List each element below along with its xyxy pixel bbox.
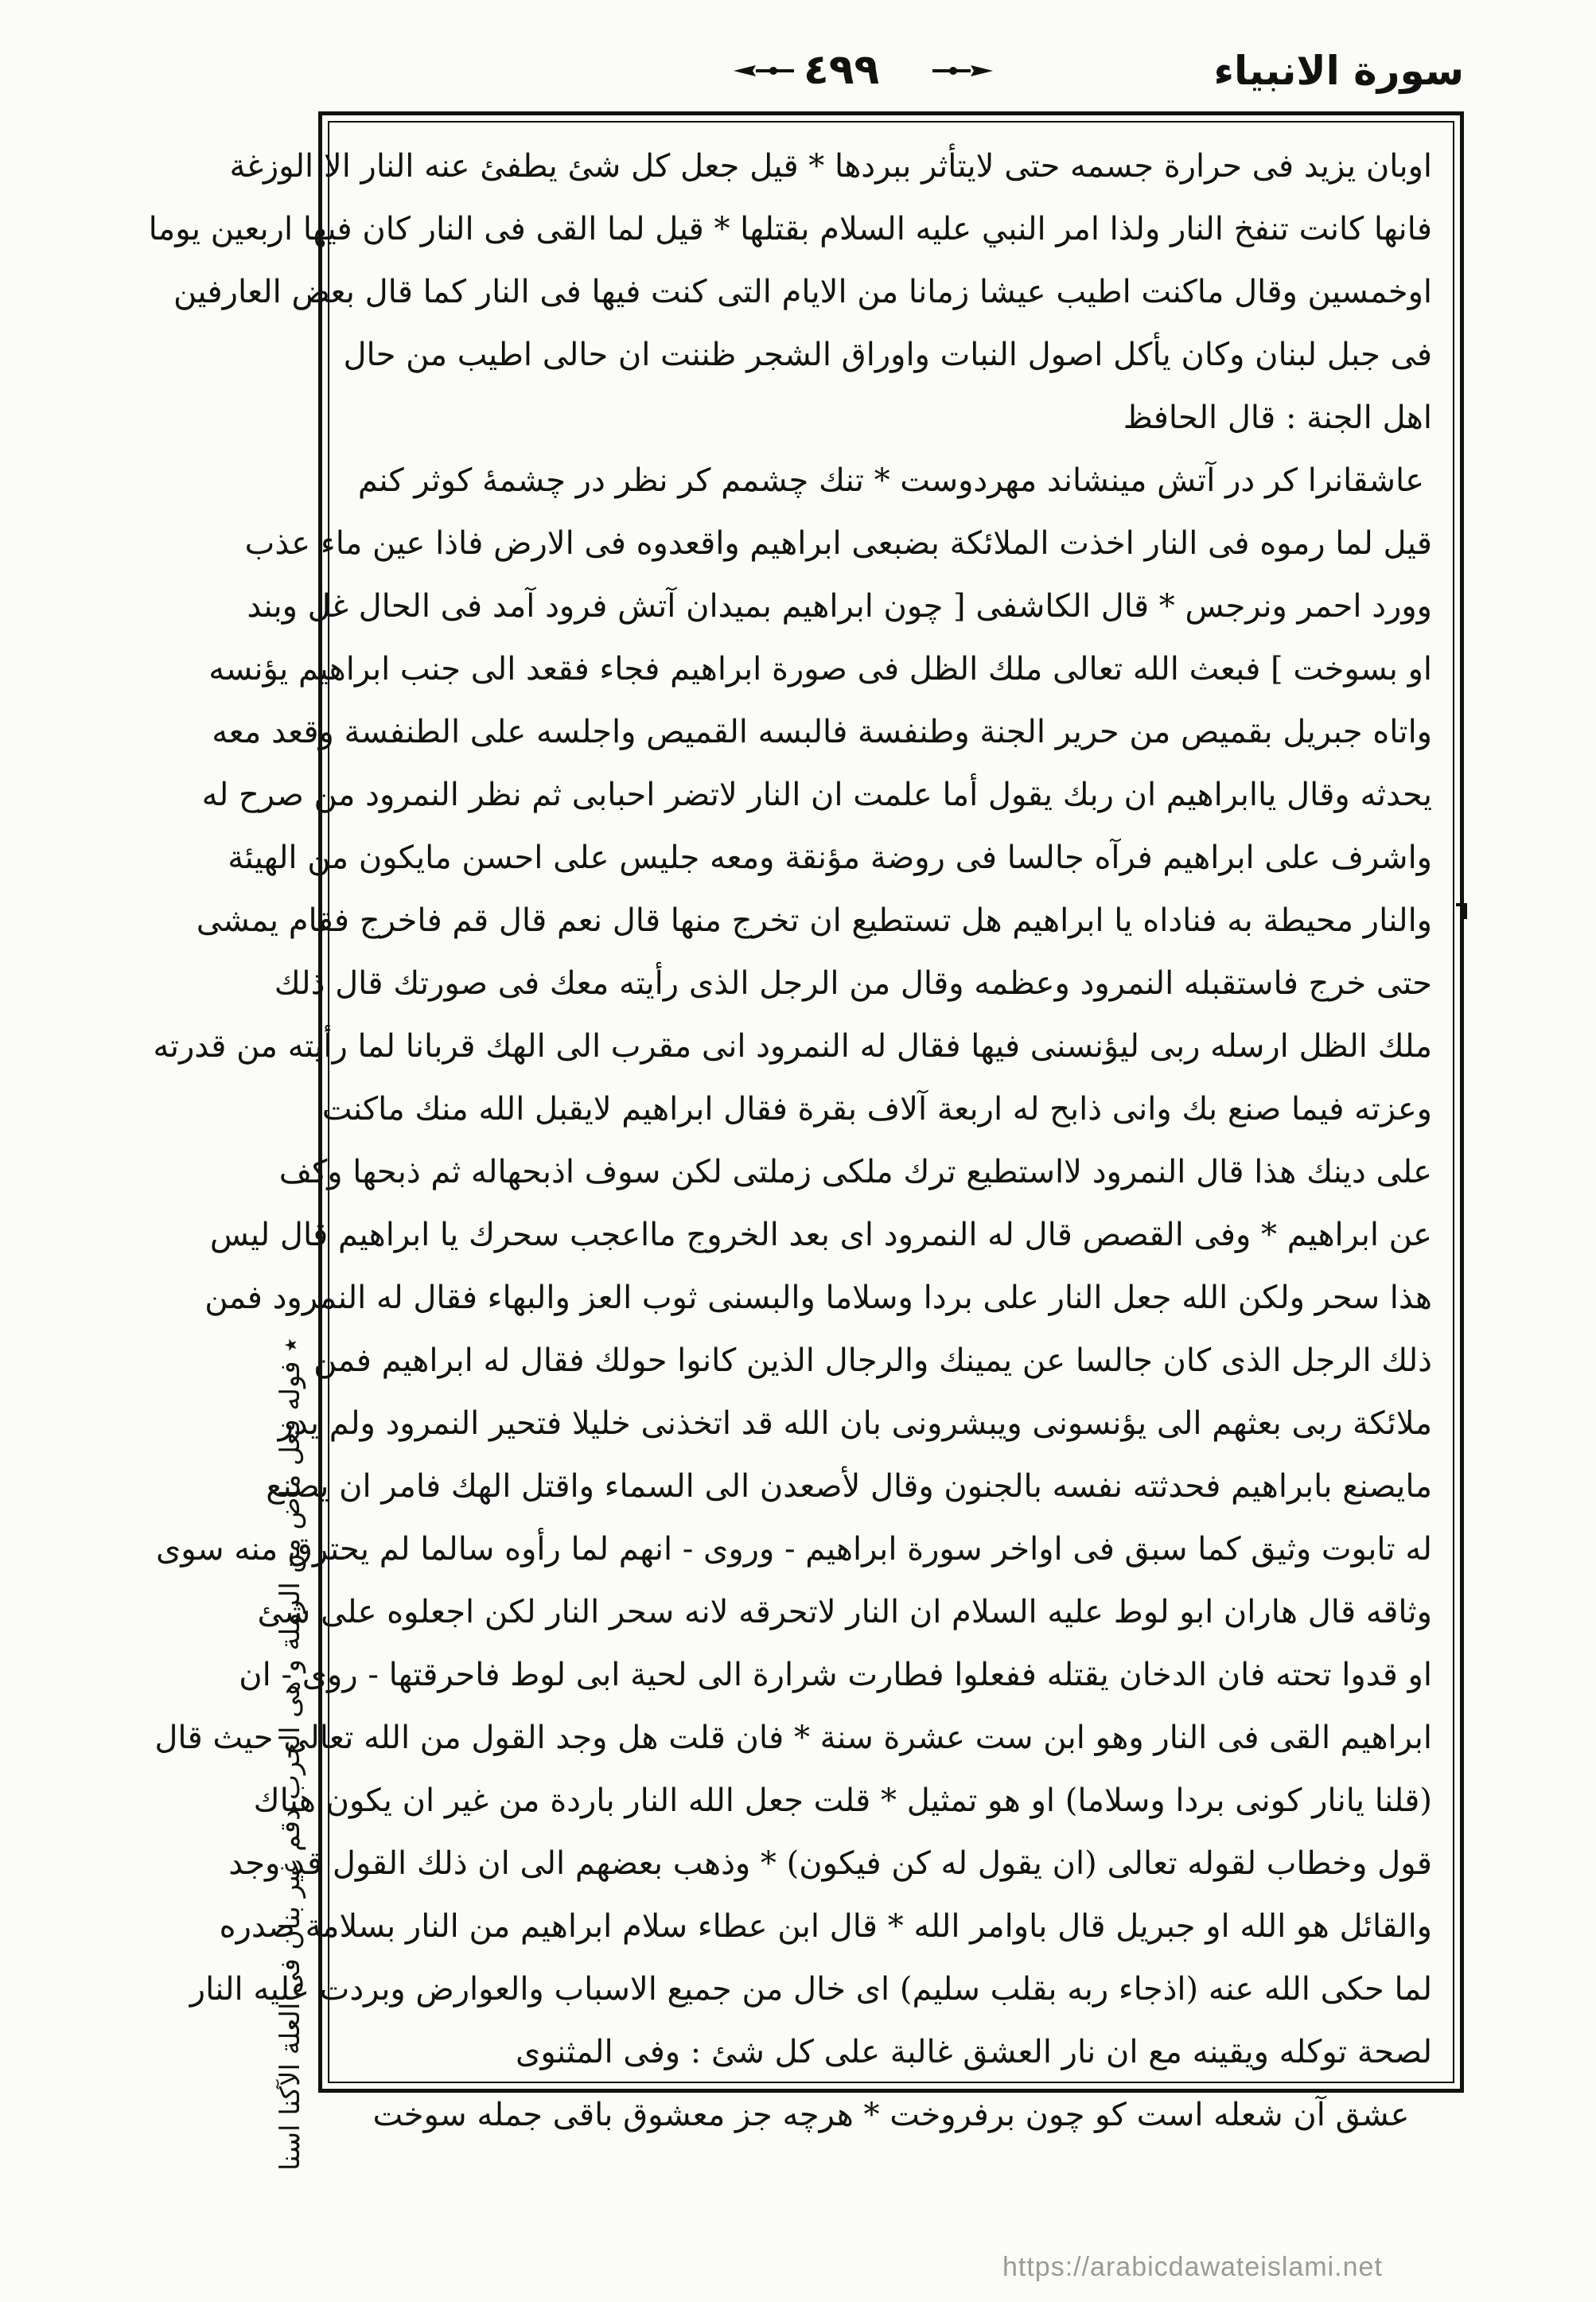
text-line: ملائكة ربى بعثهم الى يؤنسونى ويبشرونى بان الله قد اتخذنى خليلا فتحير النمرود ولم يدر [278,1405,1432,1442]
text-line: مايصنع بابراهيم فحدثته نفسه بالجنون وقال لأصعدن الى السماء واقتل الهك فامر ان يصنع [266,1468,1432,1505]
text-line: عن ابراهيم * وفى القصص قال له النمرود اى بعد الخروج مااعجب سحرك يا ابراهيم قال ليس [209,1217,1432,1253]
text-line: ابراهيم القى فى النار وهو ابن ست عشرة سنة * فان قلت هل وجد القول من الله تعالى حيث قال [154,1720,1432,1756]
text-line: قول وخطاب لقوله تعالى (ان يقول له كن فيكون) * وذهب بعضهم الى ان ذلك القول قد وجد [228,1845,1432,1882]
text-line: ذلك الرجل الذى كان جالسا عن يمينك والرجال الذين كانوا حولك فقال له ابراهيم فمن [313,1342,1432,1379]
text-line: واشرف على ابراهيم فرآه جالسا فى روضة مؤنقة ومعه جليس على احسن مايكون من الهيئة [228,839,1432,876]
text-line: يحدثه وقال ياابراهيم ان ربك يقول أما علمت ان النار لاتضر احبابى ثم نظر النمرود من صرح له [201,777,1432,813]
verse-line: عشق آن شعله است كو چون برفروخت * هرچه جز معشوق باقى جمله سوخت [372,2097,1410,2133]
text-line: لما حكى الله عنه (اذجاء ربه بقلب سليم) اى خال من جميع الاسباب والعوارض وبردت عليه النار [189,1971,1432,2008]
ornament-right-icon [931,64,995,78]
text-line: ملك الظل ارسله ربى ليؤنسنى فيها فقال له النمرود انى مقرب الى الهك قربانا لما رأيته من قدرته [153,1028,1432,1065]
text-line: هذا سحر ولكن الله جعل النار على بردا وسلاما والبسنى ثوب العز والبهاء فقال له النمرود فمن [204,1280,1432,1316]
ornament-left-icon [732,64,796,78]
text-line: او بسوخت ] فبعث الله تعالى ملك الظل فى صورة ابراهيم فجاء فقعد الى جنب ابراهيم يؤنسه [208,651,1432,687]
text-line: او قدوا تحته فان الدخان يقتله ففعلوا فطارت شرارة الى لحية ابى لوط فاحرقتها - روى - ان [239,1657,1432,1693]
verse-line: عاشقانرا كر در آتش مينشاند مهردوست * تنك چشمم كر نظر در چشمهٔ كوثر كنم [357,462,1425,499]
text-line: والقائل هو الله او جبريل قال باوامر الله * قال ابن عطاء سلام ابراهيم من النار بسلامة صدره [219,1908,1432,1945]
text-line: اهل الجنة : قال الحافظ [1123,399,1432,436]
text-line: فى جبل لبنان وكان يأكل اصول النبات واوراق الشجر ظننت ان حالى اطيب من حال [343,337,1432,373]
text-line: وعزته فيما صنع بك وانى ذابح له اربعة آلاف بقرة فقال ابراهيم لايقبل الله منك ماكنت [321,1091,1432,1128]
watermark-url: https://arabicdawateislami.net [1002,2252,1383,2282]
text-line: قيل لما رموه فى النار اخذت الملائكة بضبعى ابراهيم واقعدوه فى الارض فاذا عين ماء عذب [244,525,1432,562]
page-number: ٤٩٩ [804,46,880,94]
text-line: لصحة توكله ويقينه مع ان نار العشق غالبة على كل شئ : وفى المثنوى [516,2034,1432,2070]
text-line: وثاقه قال هاران ابو لوط عليه السلام ان النار لاتحرقه لانه سحر النار لكن اجعلوه على شئ [257,1594,1432,1630]
text-line: على دينك هذا قال النمرود لااستطيع ترك ملكى زملتى لكن سوف اذبحهاله ثم ذبحها وكف [278,1154,1432,1190]
surah-title: سورة الانبياء [1213,48,1464,94]
text-line: (قلنا يانار كونى بردا وسلاما) او هو تمثيل * قلت جعل الله النار باردة من غير ان يكون هناك [253,1782,1432,1819]
text-line: والنار محيطة به فناداه يا ابراهيم هل تستطيع ان تخرج منها قال نعم قال قم فاخرج فقام يمشى [196,902,1432,939]
text-line: وورد احمر ونرجس * قال الكاشفى [ چون ابراهيم بميدان آتش فرود آمد فى الحال غل وبند [247,588,1432,625]
page-header [318,40,1464,119]
margin-gloss-text: ٭ فوله فعل ماض من الرملة و هى الحرب دقم غير بنان فى العلة الآكنا اسنا [274,1338,306,2172]
text-line: حتى خرج فاستقبله النمرود وعظمه وقال من الرجل الذى رأيته معك فى صورتك قال ذلك [274,965,1432,1002]
text-line: فانها كانت تنفخ النار ولذا امر النبي عليه السلام بقتلها * قيل لما القى فى النار كان فيها اربعين يوما [148,211,1432,247]
text-line: اوبان يزيد فى حرارة جسمه حتى لايتأثر ببردها * قيل جعل كل شئ يطفئ عنه النار الا الوزغة [229,148,1432,185]
margin-bracket-icon [1454,903,1472,921]
text-line: اوخمسين وقال ماكنت اطيب عيشا زمانا من الايام التى كنت فيها فى النار كما قال بعض العارفين [173,274,1432,310]
margin-gloss [263,1338,318,2172]
text-line: واتاه جبريل بقميص من حرير الجنة وطنفسة فالبسه القميص واجلسه على الطنفسة وقعد معه [212,714,1432,750]
text-line: له تابوت وثيق كما سبق فى اواخر سورة ابراهيم - وروى - انهم لما رأوه سالما لم يحترق منه سوى [155,1531,1432,1568]
